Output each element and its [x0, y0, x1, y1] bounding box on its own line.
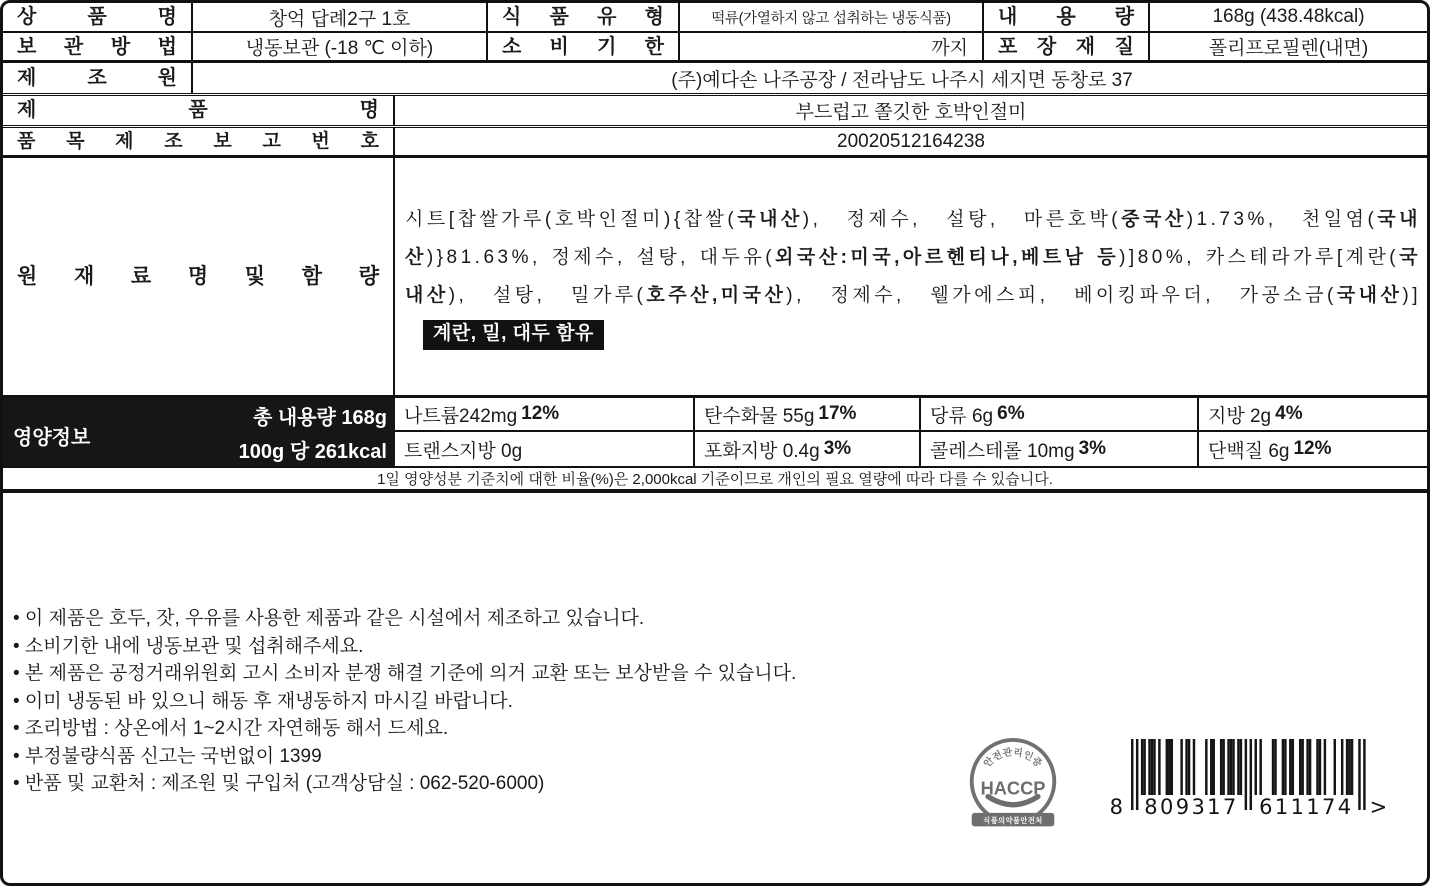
nutrient-amount: 나트륨242mg — [404, 405, 518, 427]
notice-item: • 조리방법 : 상온에서 1~2시간 자연해동 해서 드세요. — [13, 718, 449, 739]
barcode-bar — [1334, 739, 1336, 795]
nutrient-amount: 지방 2g — [1208, 405, 1272, 427]
barcode-bar — [1358, 739, 1360, 810]
nutrition-grid — [395, 398, 1427, 466]
haccp-main-text: HACCP — [980, 777, 1046, 799]
row-ingredients — [3, 158, 1427, 398]
nutrient-daily-percent: 3% — [823, 438, 852, 459]
row-manufacturer — [3, 63, 1427, 96]
barcode-bar — [1348, 739, 1350, 795]
nutrient-daily-percent: 12% — [521, 403, 560, 424]
label-net-content: 내 용 량 — [998, 6, 1134, 28]
barcode-bar — [1205, 739, 1207, 795]
ean13-barcode — [1103, 737, 1388, 821]
barcode-bar — [1220, 739, 1222, 795]
nutrient-daily-percent: 3% — [1078, 438, 1107, 459]
ingredient-text-segment: )}81.63%, 정제수, 설탕, 대두유( — [426, 246, 776, 268]
barcode-bar — [1351, 739, 1353, 795]
nutrient-amount: 포화지방 0.4g — [704, 440, 820, 462]
barcode-bar — [1363, 739, 1365, 810]
notice-item: • 소비기한 내에 냉동보관 및 섭취해주세요. — [13, 635, 364, 657]
ingredient-origin-bold: 국내산 — [737, 208, 803, 230]
ingredient-origin-bold: 국내산 — [1336, 284, 1403, 306]
ingredient-text-segment: )] — [1402, 284, 1421, 306]
ingredient-origin-bold: 국내산 — [405, 246, 1421, 306]
ingredient-text-segment: ), 정제수, 설탕, 마른호박( — [802, 208, 1122, 230]
ingredients-text — [405, 201, 1421, 353]
barcode-bar — [1274, 739, 1276, 795]
barcode-bar — [1306, 739, 1308, 795]
barcode-bar — [1301, 739, 1303, 795]
barcode-bar — [1188, 739, 1190, 795]
value-use-by-date: 까지 — [680, 33, 984, 60]
barcode-bar — [1292, 739, 1294, 795]
nutrition-cell — [395, 432, 695, 466]
barcode-bar — [1136, 739, 1138, 810]
label-manufacturer: 제 조 원 — [17, 67, 177, 89]
barcode-bar — [1240, 739, 1242, 795]
nutrition-title: 영양정보 — [13, 426, 91, 449]
nutrition-footnote: 1일 영양성분 기준치에 대한 비율(%)은 2,000kcal 기준이므로 개인의 필요 열량에 따라 다를 수 있습니다. — [377, 471, 1053, 488]
barcode-bar — [1151, 739, 1153, 795]
ingredient-origin-bold: 중국산 — [1121, 208, 1187, 230]
nutrient-daily-percent: 6% — [997, 403, 1025, 424]
ingredient-text-segment: 시트[찹쌀가루(호박인절미){찹쌀( — [405, 208, 738, 230]
haccp-top-text: 안전관리인증 — [981, 747, 1045, 770]
barcode-bar — [1255, 739, 1257, 795]
barcode-bar — [1143, 739, 1145, 795]
barcode-digits: > — [1369, 795, 1388, 819]
ingredient-text-segment: )1.73%, 천일염( — [1186, 208, 1378, 230]
barcode-bar — [1131, 739, 1133, 810]
value-item-name: 부드럽고 쫄깃한 호박인절미 — [795, 102, 1027, 123]
allergen-warning-badge: 계란, 밀, 대두 함유 — [423, 320, 604, 350]
barcode-bar — [1180, 739, 1182, 795]
notice-item: • 이 제품은 호두, 잣, 우유를 사용한 제품과 같은 시설에서 제조하고 있습니다. — [13, 608, 645, 629]
barcode-bar — [1284, 739, 1286, 795]
haccp-bottom-text: 식품의약품안전처 — [983, 816, 1043, 825]
value-report-number: 20020512164238 — [837, 130, 985, 152]
notice-item: • 반품 및 교환처 : 제조원 및 구입처 (고객상담실 : 062-520-6000) — [13, 773, 545, 794]
barcode-bar — [1222, 739, 1224, 795]
nutrition-cell — [695, 398, 921, 432]
row-report-number — [3, 128, 1427, 158]
value-manufacturer: (주)예다손 나주공장 / 전라남도 나주시 세지면 동창로 37 — [671, 69, 1133, 91]
ingredient-origin-bold: 호주산,미국산 — [646, 284, 787, 306]
nutrition-kcal-per-100g: 100g 당 261kcal — [238, 440, 387, 463]
nutrition-cell — [1199, 398, 1427, 432]
barcode-bar — [1232, 739, 1234, 795]
barcode-bar — [1282, 739, 1284, 795]
row-product-name — [3, 3, 1427, 33]
barcode-bar — [1166, 739, 1168, 795]
nutrition-cell — [1199, 432, 1427, 466]
nutrition-cell — [695, 432, 921, 466]
label-item-name: 제 품 명 — [17, 99, 379, 121]
barcode-bar — [1346, 739, 1348, 795]
barcode-bar — [1245, 739, 1247, 810]
bottom-section — [3, 493, 1427, 883]
nutrition-cell — [921, 398, 1199, 432]
barcode-bar — [1141, 739, 1143, 795]
ingredient-origin-bold: 외국산:미국,아르헨티나,베트남 등 — [775, 246, 1120, 268]
barcode-bar — [1230, 739, 1232, 795]
ingredient-text-segment: ), 설탕, 밀가루( — [448, 284, 647, 306]
nutrition-section — [3, 398, 1427, 468]
barcode-bar — [1158, 739, 1160, 795]
ingredient-origin-bold: 국내산 — [405, 208, 1421, 268]
ingredient-text-segment: ), 정제수, 웰가에스피, 베이킹파우더, 가공소금( — [786, 284, 1337, 306]
barcode-bar — [1153, 739, 1155, 795]
haccp-certification-logo — [965, 737, 1061, 837]
barcode-bar — [1213, 739, 1215, 795]
barcode-bar — [1299, 739, 1301, 795]
notice-list — [13, 605, 796, 798]
row-item-name — [3, 96, 1427, 128]
ingredient-text-segment: )]80%, 카스테라가루[계란( — [1119, 246, 1400, 268]
nutrition-footnote-row — [3, 468, 1427, 493]
barcode-bar — [1168, 739, 1170, 795]
nutrient-daily-percent: 4% — [1275, 403, 1303, 424]
barcode-bar — [1319, 739, 1321, 795]
barcode-bar — [1316, 739, 1318, 795]
label-ingredients: 원 재 료 명 및 함 량 — [17, 264, 379, 288]
barcode-bar — [1309, 739, 1311, 795]
notice-item: • 부정불량식품 신고는 국번없이 1399 — [13, 745, 322, 767]
barcode-bar — [1171, 739, 1173, 795]
value-storage-method: 냉동보관 (-18 ℃ 이하) — [193, 33, 488, 60]
label-product-name: 상 품 명 — [17, 6, 177, 28]
nutrition-cell — [395, 398, 695, 432]
barcode-digits: 611174 — [1259, 795, 1352, 819]
nutrition-total-weight: 총 내용량 168g — [253, 406, 387, 429]
nutrient-amount: 단백질 6g — [1208, 440, 1290, 462]
nutrient-daily-percent: 12% — [1293, 438, 1332, 459]
barcode-bar — [1210, 739, 1212, 795]
barcode-bar — [1227, 739, 1229, 795]
label-report-number: 품 목 제 조 보 고 번 호 — [17, 131, 379, 152]
label-storage-method: 보 관 방 법 — [17, 35, 177, 58]
barcode-bar — [1185, 739, 1187, 795]
nutrient-amount: 트랜스지방 0g — [404, 440, 523, 462]
barcode-bar — [1324, 739, 1326, 795]
value-net-content: 168g (438.48kcal) — [1212, 6, 1365, 27]
barcode-digits: 809317 — [1144, 795, 1237, 819]
label-food-type: 식 품 유 형 — [502, 6, 664, 28]
barcode-bar — [1259, 739, 1261, 795]
barcode-bar — [1193, 739, 1195, 795]
barcode-bar — [1341, 739, 1343, 795]
notice-item: • 이미 냉동된 바 있으니 해동 후 재냉동하지 마시길 바랍니다. — [13, 690, 513, 712]
value-product-name: 창억 답례2구 1호 — [193, 3, 488, 31]
barcode-bar — [1148, 739, 1150, 795]
notice-item: • 본 제품은 공정거래위원회 고시 소비자 분쟁 해결 기준에 의거 교환 또는 보상받을 수 있습니다. — [13, 663, 797, 684]
row-storage — [3, 33, 1427, 63]
barcode-bar — [1272, 739, 1274, 795]
nutrition-header — [3, 398, 395, 466]
nutrient-amount: 콜레스테롤 10mg — [930, 440, 1075, 462]
barcode-bar — [1289, 739, 1291, 795]
barcode-digits: 8 — [1109, 795, 1123, 819]
nutrition-cell — [921, 432, 1199, 466]
barcode-bar — [1237, 739, 1239, 795]
barcode-bar — [1250, 739, 1252, 810]
nutrient-amount: 당류 6g — [930, 405, 994, 427]
nutrient-amount: 탄수화물 55g — [704, 405, 815, 427]
value-packaging-material: 폴리프로필렌(내면) — [1208, 38, 1369, 59]
label-packaging-material: 포 장 재 질 — [998, 35, 1134, 58]
label-use-by-date: 소 비 기 한 — [502, 35, 664, 58]
nutrient-daily-percent: 17% — [818, 403, 857, 424]
value-food-type: 떡류(가열하지 않고 섭취하는 냉동식품) — [680, 3, 984, 31]
